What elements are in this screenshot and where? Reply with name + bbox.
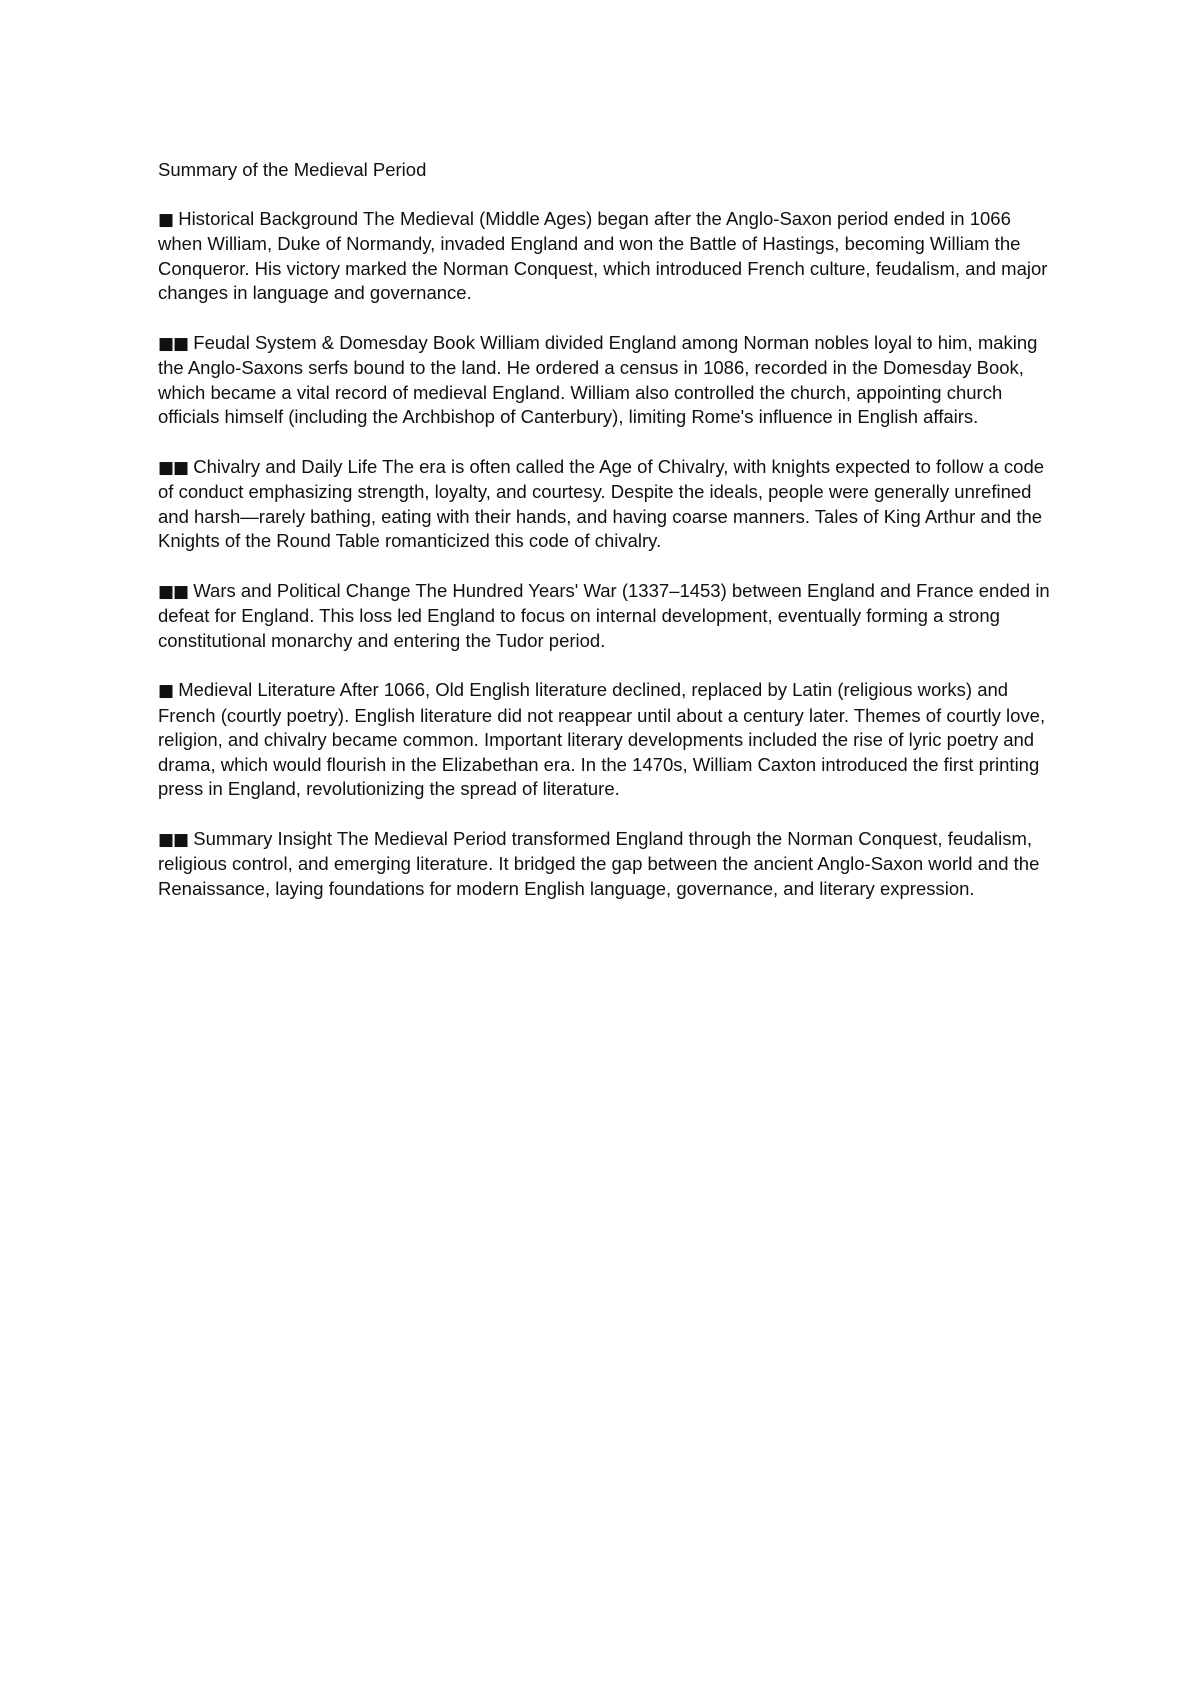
section-historical-background	[158, 207, 1058, 306]
section-chivalry-daily-life	[158, 455, 1058, 554]
bullet-marker: ■	[158, 681, 174, 701]
section-summary-insight	[158, 827, 1058, 902]
document-title: Summary of the Medieval Period	[158, 159, 427, 180]
bullet-marker: ■■	[158, 457, 189, 478]
bullet-marker: ■	[158, 209, 174, 230]
section-text: Historical Background The Medieval (Middle Ages) began after the Anglo-Saxon period ended in 1066 when William, Duke of Normandy, invaded England and won the Battle of Hastings, becoming William the Conqueror. His victory marked the Norman Conquest, which introduced French culture, feudalism, and major changes in language and governance.	[158, 207, 1048, 303]
section-text: Wars and Political Change The Hundred Years' War (1337–1453) between England and France ended in defeat for England. This loss led England to focus on internal development, eventually forming a strong constitutional monarchy and entering the Tudor period.	[158, 579, 1050, 651]
bullet-marker: ■■	[158, 333, 189, 354]
section-text: Medieval Literature After 1066, Old English literature declined, replaced by Latin (religious works) and French (courtly poetry). English literature did not reappear until about a century later. Themes of courtly love, religion, and chivalry became common. Important literary developments included the rise of lyric poetry and drama, which would flourish in the Elizabethan era. In the 1470s, William Caxton introduced the first printing press in England, revolutionizing the spread of literature.	[158, 679, 1046, 799]
bullet-marker: ■■	[158, 581, 189, 602]
section-feudal-system	[158, 331, 1058, 430]
bullet-marker: ■■	[158, 829, 189, 850]
section-wars-political-change	[158, 579, 1058, 654]
section-text: Feudal System & Domesday Book William divided England among Norman nobles loyal to him, making the Anglo-Saxons serfs bound to the land. He ordered a census in 1086, recorded in the Domesday Book, which became a vital record of medieval England. William also controlled the church, appointing church officials himself (including the Archbishop of Canterbury), limiting Rome's influence in English affairs.	[158, 331, 1038, 427]
section-medieval-literature	[158, 678, 1058, 802]
section-text: Chivalry and Daily Life The era is often called the Age of Chivalry, with knights expected to follow a code of conduct emphasizing strength, loyalty, and courtesy. Despite the ideals, people were generally unrefined and harsh—rarely bathing, eating with their hands, and having coarse manners. Tales of King Arthur and the Knights of the Round Table romanticized this code of chivalry.	[158, 455, 1045, 551]
section-text: Summary Insight The Medieval Period transformed England through the Norman Conquest, feudalism, religious control, and emerging literature. It bridged the gap between the ancient Anglo-Saxon world and the Renaissance, laying foundations for modern English language, governance, and literary expression.	[158, 827, 1040, 899]
document-body	[158, 158, 1058, 926]
